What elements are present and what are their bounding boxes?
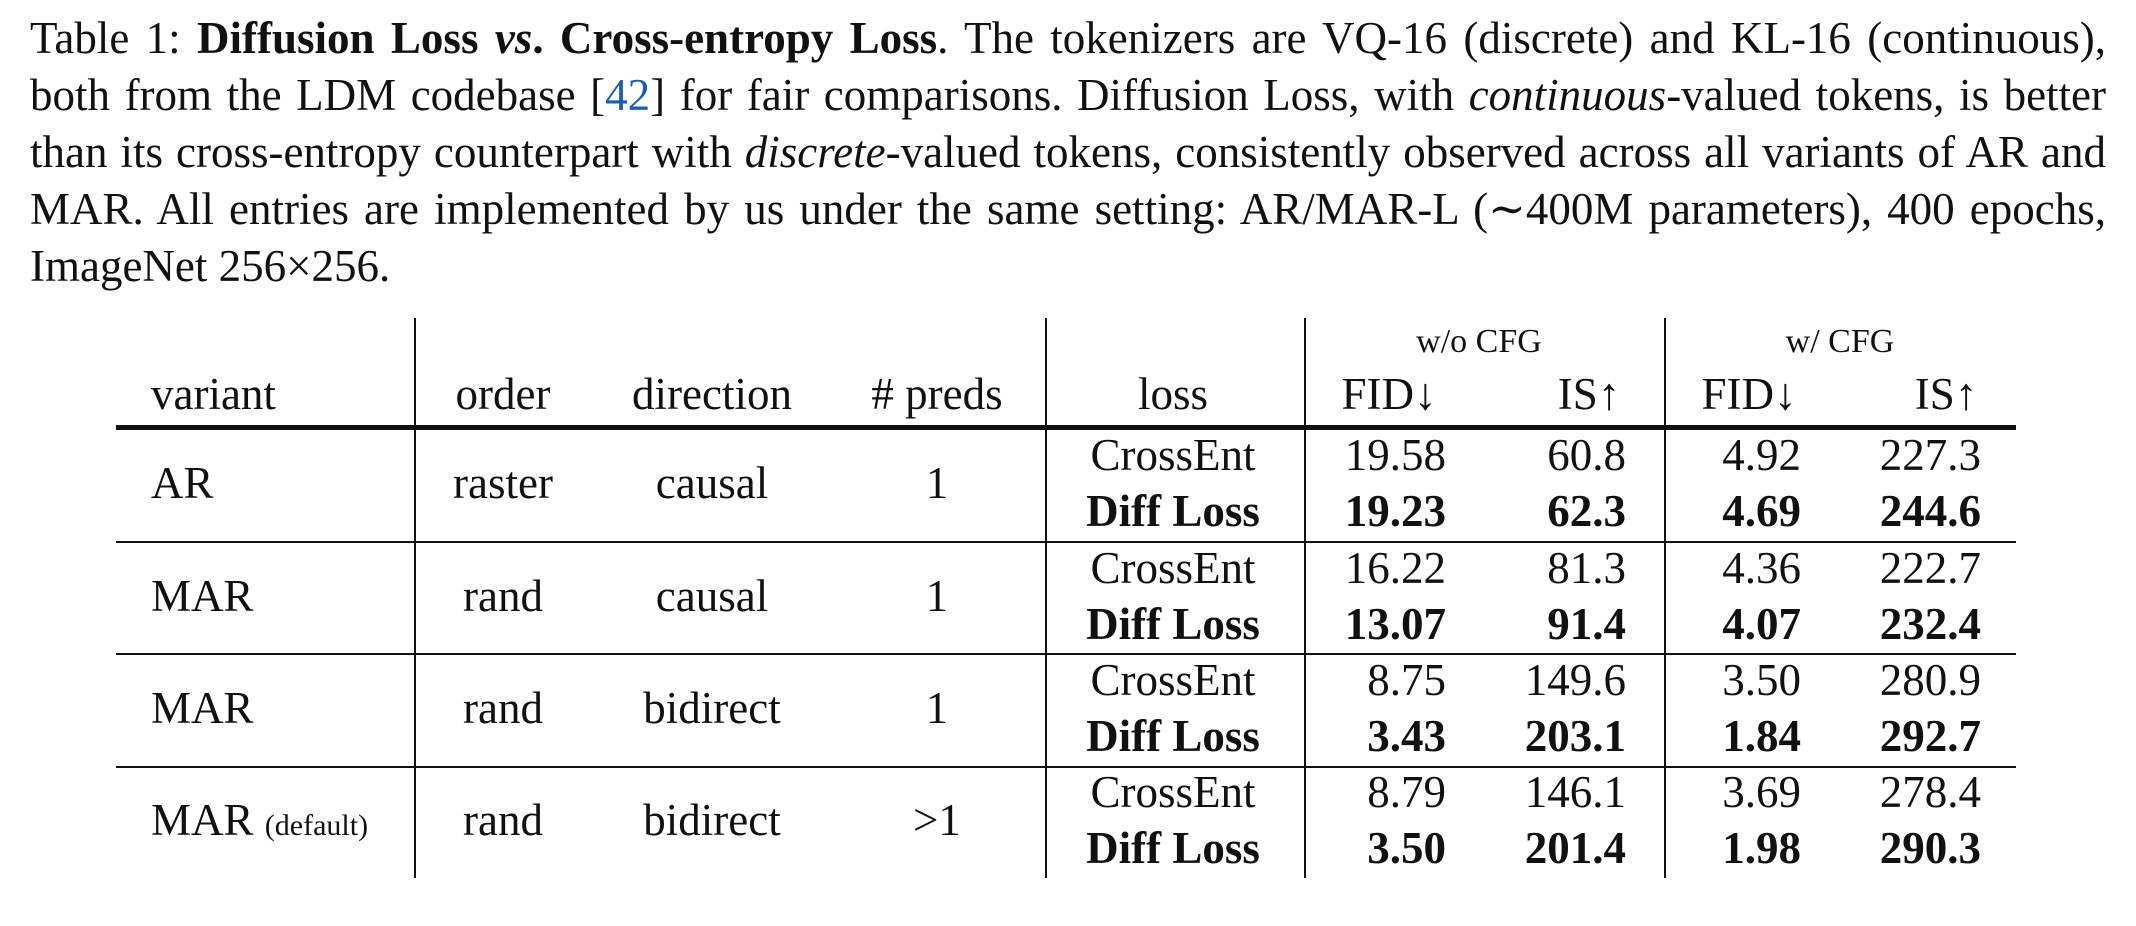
diffloss-is-w-cell: 244.6 — [1879, 486, 1981, 536]
direction-cell: bidirect — [643, 683, 781, 733]
preds-cell: 1 — [925, 458, 949, 508]
diffloss-fid-w-cell: 4.69 — [1722, 486, 1801, 536]
diffloss-is-wo-cell: 203.1 — [1524, 711, 1626, 761]
variant-cell — [151, 682, 254, 734]
diffloss-fid-w-cell: 1.98 — [1722, 823, 1801, 873]
crossent-fid-w-cell: 3.69 — [1722, 767, 1801, 817]
crossent-loss-cell: CrossEnt — [1090, 543, 1256, 593]
caption-text: . The tokenizers are VQ-16 (discrete) and KL-16 (continuous), both from the LDM codebase [ — [30, 13, 2107, 120]
order-cell: raster — [453, 458, 553, 508]
diffloss-is-w-cell: 232.4 — [1879, 599, 1981, 649]
crossent-is-w-cell: 278.4 — [1879, 767, 1981, 817]
direction-cell: bidirect — [643, 795, 781, 845]
diffloss-loss-cell: Diff Loss — [1086, 823, 1260, 873]
order-cell: rand — [463, 795, 543, 845]
header-is-w-cfg: IS↑ — [1914, 369, 1978, 419]
group-header-wo-cfg: w/o CFG — [1416, 323, 1542, 360]
citation-link[interactable]: 42 — [605, 70, 651, 120]
direction-cell: causal — [655, 571, 769, 621]
header-fid-w-cfg: FID↓ — [1701, 369, 1797, 419]
diffloss-fid-wo-cell: 13.07 — [1344, 599, 1446, 649]
column-divider — [1664, 318, 1666, 878]
diffloss-loss-cell: Diff Loss — [1086, 599, 1260, 649]
crossent-loss-cell: CrossEnt — [1090, 430, 1256, 480]
diffloss-fid-w-cell: 4.07 — [1722, 599, 1801, 649]
header-is-wo-cfg: IS↑ — [1557, 369, 1621, 419]
crossent-is-wo-cell: 149.6 — [1524, 655, 1626, 705]
diffloss-fid-wo-cell: 3.50 — [1367, 823, 1446, 873]
variant-name: MAR — [151, 683, 254, 733]
variant-name: MAR — [151, 795, 254, 845]
crossent-fid-wo-cell: 8.79 — [1367, 767, 1446, 817]
variant-cell — [151, 457, 214, 509]
diffloss-is-w-cell: 292.7 — [1879, 711, 1981, 761]
header-variant: variant — [151, 369, 276, 419]
diffloss-is-wo-cell: 91.4 — [1547, 599, 1626, 649]
crossent-is-wo-cell: 81.3 — [1547, 543, 1626, 593]
header-direction: direction — [632, 369, 792, 419]
caption-title: Diffusion Loss vs. Cross-entropy Loss — [197, 13, 938, 63]
crossent-is-w-cell: 227.3 — [1879, 430, 1981, 480]
crossent-fid-w-cell: 4.36 — [1722, 543, 1801, 593]
variant-name: AR — [151, 458, 214, 508]
preds-cell: 1 — [925, 683, 949, 733]
preds-cell: 1 — [925, 571, 949, 621]
header-loss: loss — [1137, 369, 1209, 419]
crossent-loss-cell: CrossEnt — [1090, 767, 1256, 817]
crossent-fid-wo-cell: 8.75 — [1367, 655, 1446, 705]
preds-cell: >1 — [913, 795, 961, 845]
direction-cell: causal — [655, 458, 769, 508]
header-order: order — [455, 369, 551, 419]
diffloss-is-wo-cell: 201.4 — [1524, 823, 1626, 873]
column-divider — [1045, 318, 1047, 878]
variant-cell — [151, 570, 254, 622]
caption-label: Table 1: — [30, 13, 181, 63]
crossent-is-wo-cell: 60.8 — [1547, 430, 1626, 480]
crossent-is-w-cell: 280.9 — [1879, 655, 1981, 705]
variant-note: (default) — [264, 809, 369, 842]
diffloss-fid-wo-cell: 3.43 — [1367, 711, 1446, 761]
crossent-fid-w-cell: 3.50 — [1722, 655, 1801, 705]
diffloss-loss-cell: Diff Loss — [1086, 711, 1260, 761]
variant-cell — [151, 794, 368, 852]
order-cell: rand — [463, 571, 543, 621]
variant-name: MAR — [151, 571, 254, 621]
diffloss-is-wo-cell: 62.3 — [1547, 486, 1626, 536]
group-header-w-cfg: w/ CFG — [1785, 323, 1895, 360]
diffloss-fid-wo-cell: 19.23 — [1344, 486, 1446, 536]
header-preds: # preds — [871, 369, 1003, 419]
crossent-loss-cell: CrossEnt — [1090, 655, 1256, 705]
crossent-is-wo-cell: 146.1 — [1524, 767, 1626, 817]
crossent-fid-w-cell: 4.92 — [1722, 430, 1801, 480]
column-divider — [414, 318, 416, 878]
table-caption: Table 1: Diffusion Loss vs. Cross-entropy Loss. The tokenizers are VQ-16 (discrete) and KL-16 (continuous), both from the LDM codebase [42] for fair comparisons. Diffusion Loss, with continuous-valued tokens, is better than its cross-entropy counterpart with discrete-valued tokens, consistently observed across all variants of AR and MAR. All entries are implemented by us under the same setting: AR/MAR-L (∼400M parameters), 400 epochs, ImageNet 256×256. — [30, 13, 2107, 291]
crossent-fid-wo-cell: 19.58 — [1344, 430, 1446, 480]
column-divider — [1304, 318, 1306, 878]
crossent-is-w-cell: 222.7 — [1879, 543, 1981, 593]
diffloss-is-w-cell: 290.3 — [1879, 823, 1981, 873]
header-fid-wo-cfg: FID↓ — [1341, 369, 1437, 419]
order-cell: rand — [463, 683, 543, 733]
diffloss-loss-cell: Diff Loss — [1086, 486, 1260, 536]
diffloss-fid-w-cell: 1.84 — [1722, 711, 1801, 761]
crossent-fid-wo-cell: 16.22 — [1344, 543, 1446, 593]
